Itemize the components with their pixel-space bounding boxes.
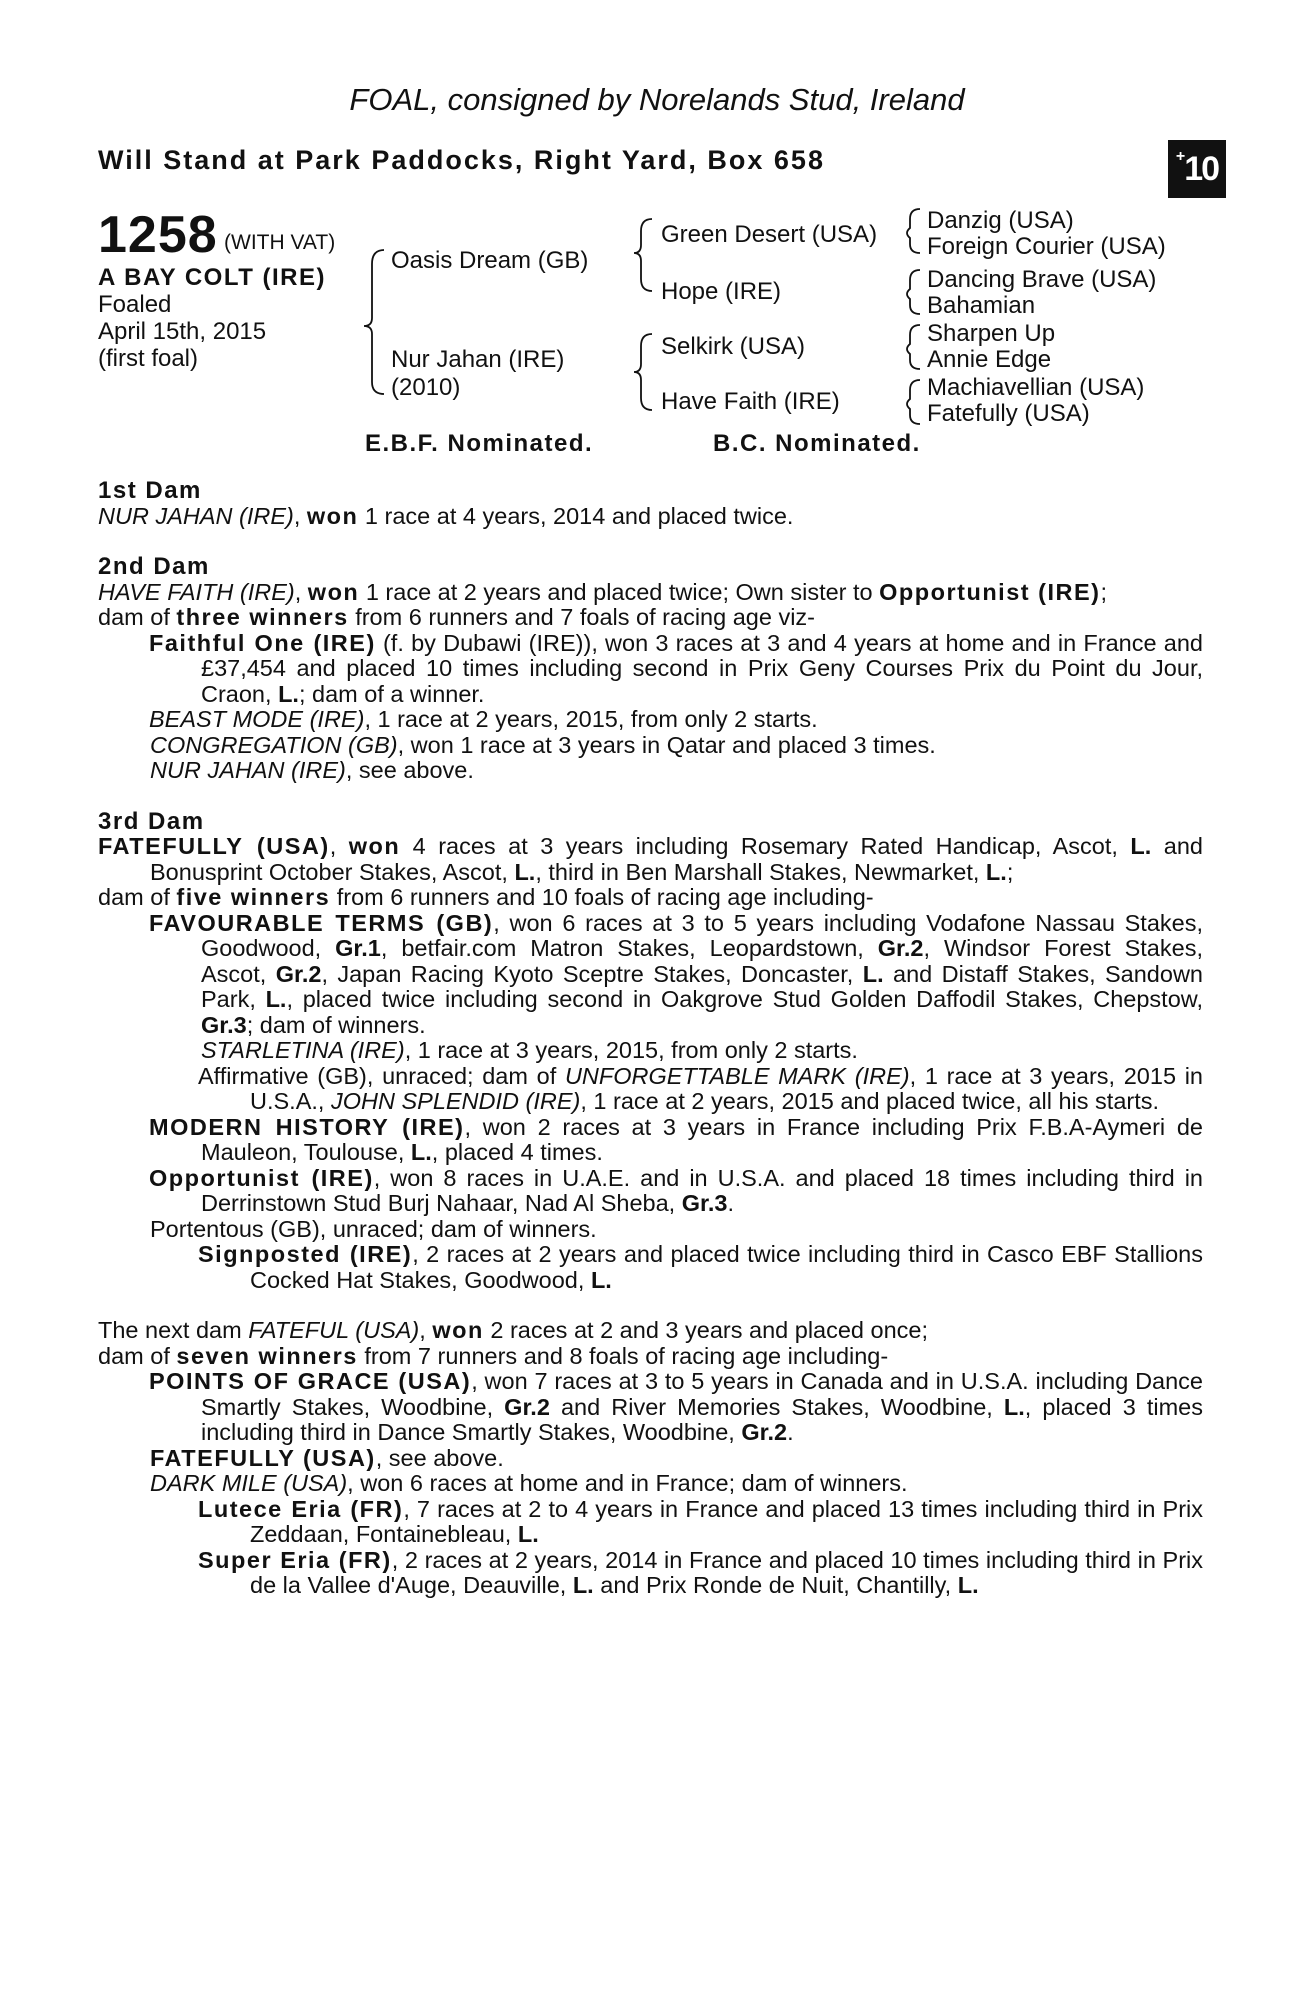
bracket-gd2 — [907, 270, 920, 314]
second-dam-produce-summary: dam of three winners from 6 runners and 7 foals of racing age viz- — [98, 604, 815, 630]
consignment-line: FOAL, consigned by Norelands Stud, Ireland — [349, 82, 965, 117]
pedigree-gen3-5: Sharpen Up — [927, 320, 1056, 347]
pedigree-gen3-6: Annie Edge — [927, 346, 1052, 373]
produce-beast-mode: BEAST MODE (IRE), 1 race at 2 years, 2015, from only 2 starts. — [149, 706, 818, 732]
badge-mark: + — [1175, 148, 1184, 165]
bc-nominated: B.C. Nominated. — [713, 430, 921, 457]
pedigree-gen2-4: Have Faith (IRE) — [661, 388, 840, 415]
pedigree-gen3-7: Machiavellian (USA) — [927, 374, 1145, 401]
stand-location: Will Stand at Park Paddocks, Right Yard, Box 658 — [98, 145, 825, 175]
pedigree-gen2-3: Selkirk (USA) — [661, 333, 806, 360]
produce-points-of-grace: POINTS OF GRACE (USA), won 7 races at 3 to 5 years in Canada and in U.S.A. including Dance Smartly Stakes, Woodbine, Gr.2 and River Memories Stakes, Woodbine, L., placed 3 times including third in Dance Smartly Stakes, Woodbine, Gr.2. — [149, 1368, 1203, 1445]
bracket-gd4 — [907, 380, 920, 424]
produce-favourable-terms: FAVOURABLE TERMS (GB), won 6 races at 3 to 5 years including Vodafone Nassau Stakes, Goodwood, Gr.1, betfair.com Matron Stakes, Leopardstown, Gr.2, Windsor Forest Stakes, Ascot, Gr.2, Japan Racing Kyoto Sceptre Stakes, Doncaster, L. and Distaff Stakes, Sandown Park, L., placed twice including second in Oakgrove Stud Golden Daffodil Stakes, Chepstow, Gr.3; dam of winners. — [149, 909, 1203, 1038]
lot-name: A BAY COLT (IRE) — [98, 264, 327, 291]
produce-modern-history: MODERN HISTORY (IRE), won 2 races at 3 years in France including Prix F.B.A-Aymeri de Mauleon, Toulouse, L., placed 4 times. — [149, 1113, 1203, 1165]
produce-affirmative: Affirmative (GB), unraced; dam of UNFORGETTABLE MARK (IRE), 1 race at 3 years, 2015 in U.S.A., JOHN SPLENDID (IRE), 1 race at 2 years, 2015 and placed twice, all his starts. — [198, 1062, 1203, 1114]
produce-lutece-eria: Lutece Eria (FR), 7 races at 2 to 4 years in France and placed 13 times including third in Prix Zeddaan, Fontainebleau, L. — [198, 1495, 1203, 1547]
pedigree-gen2-2: Hope (IRE) — [661, 278, 782, 305]
produce-super-eria: Super Eria (FR), 2 races at 2 years, 2014 in France and placed 10 times including third in Prix de la Vallee d'Auge, Deauville, L. and Prix Ronde de Nuit, Chantilly, L. — [198, 1546, 1203, 1598]
first-dam-heading: 1st Dam — [98, 477, 202, 504]
bracket-gd3 — [907, 325, 920, 369]
pedigree-gen3-4: Bahamian — [927, 292, 1036, 319]
pedigree-gen3-8: Fatefully (USA) — [927, 400, 1090, 427]
pedigree-gen3-1: Danzig (USA) — [927, 207, 1074, 234]
second-dam-heading: 2nd Dam — [98, 553, 210, 580]
produce-signposted: Signposted (IRE), 2 races at 2 years and placed twice including third in Casco EBF Stallions Cocked Hat Stakes, Goodwood, L. — [198, 1241, 1204, 1293]
pedigree-gen3-3: Dancing Brave (USA) — [927, 266, 1157, 293]
pedigree-gen2-1: Green Desert (USA) — [661, 221, 878, 248]
pedigree-dam-year: (2010) — [391, 374, 461, 401]
third-dam-produce-summary: dam of five winners from 6 runners and 10 foals of racing age including- — [98, 884, 874, 910]
third-dam-heading: 3rd Dam — [98, 807, 205, 835]
foaled-date: April 15th, 2015 — [98, 318, 267, 345]
second-dam-record: HAVE FAITH (IRE), won 1 race at 2 years and placed twice; Own sister to Opportunist (IRE); — [98, 578, 1107, 605]
pedigree-dam: Nur Jahan (IRE) — [391, 346, 565, 373]
vat-note: (WITH VAT) — [224, 231, 336, 254]
produce-dark-mile: DARK MILE (USA), won 6 races at home and in France; dam of winners. — [150, 1470, 908, 1496]
produce-opportunist: Opportunist (IRE), won 8 races in U.A.E. and in U.S.A. and placed 18 times including third in Derrinstown Stud Burj Nahaar, Nad Al Sheba, Gr.3. — [149, 1164, 1203, 1216]
foal-note: (first foal) — [98, 345, 199, 372]
pedigree-sire: Oasis Dream (GB) — [391, 247, 589, 274]
next-dam-record: The next dam FATEFUL (USA), won 2 races at 2 and 3 years and placed once; — [98, 1317, 929, 1343]
pedigree-gen3-2: Foreign Courier (USA) — [927, 233, 1166, 260]
badge-number: 10 — [1184, 149, 1219, 188]
next-dam-produce-summary: dam of seven winners from 7 runners and 8 foals of racing age including- — [98, 1342, 889, 1369]
lot-number: 1258 — [98, 206, 218, 264]
produce-portentous: Portentous (GB), unraced; dam of winners. — [150, 1215, 597, 1242]
foaled-label: Foaled — [98, 291, 172, 318]
produce-nur-jahan: NUR JAHAN (IRE), see above. — [150, 757, 474, 783]
bracket-gen1 — [364, 250, 384, 394]
dam-records — [98, 478, 1203, 1599]
bracket-sire — [634, 219, 652, 291]
produce-faithful-one: Faithful One (IRE) (f. by Dubawi (IRE)), won 3 races at 3 and 4 years at home and in France and £37,454 and placed 10 times including second in Prix Geny Courses Prix du Point du Jour, Craon, L.; dam of a winner. — [149, 629, 1203, 707]
third-dam-record: FATEFULLY (USA), won 4 races at 3 years including Rosemary Rated Handicap, Ascot, L. and Bonusprint October Stakes, Ascot, L., third in Ben Marshall Stakes, Newmarket, L.; — [98, 833, 1203, 885]
ebf-nominated: E.B.F. Nominated. — [365, 430, 594, 457]
produce-starletina: STARLETINA (IRE), 1 race at 3 years, 2015, from only 2 starts. — [201, 1037, 858, 1063]
produce-congregation: CONGREGATION (GB), won 1 race at 3 years in Qatar and placed 3 times. — [150, 731, 936, 758]
first-dam-record: NUR JAHAN (IRE), won 1 race at 4 years, 2014 and placed twice. — [98, 502, 794, 529]
bracket-gd1 — [907, 209, 920, 253]
produce-fatefully: FATEFULLY (USA), see above. — [150, 1444, 504, 1471]
bracket-dam — [634, 334, 652, 410]
